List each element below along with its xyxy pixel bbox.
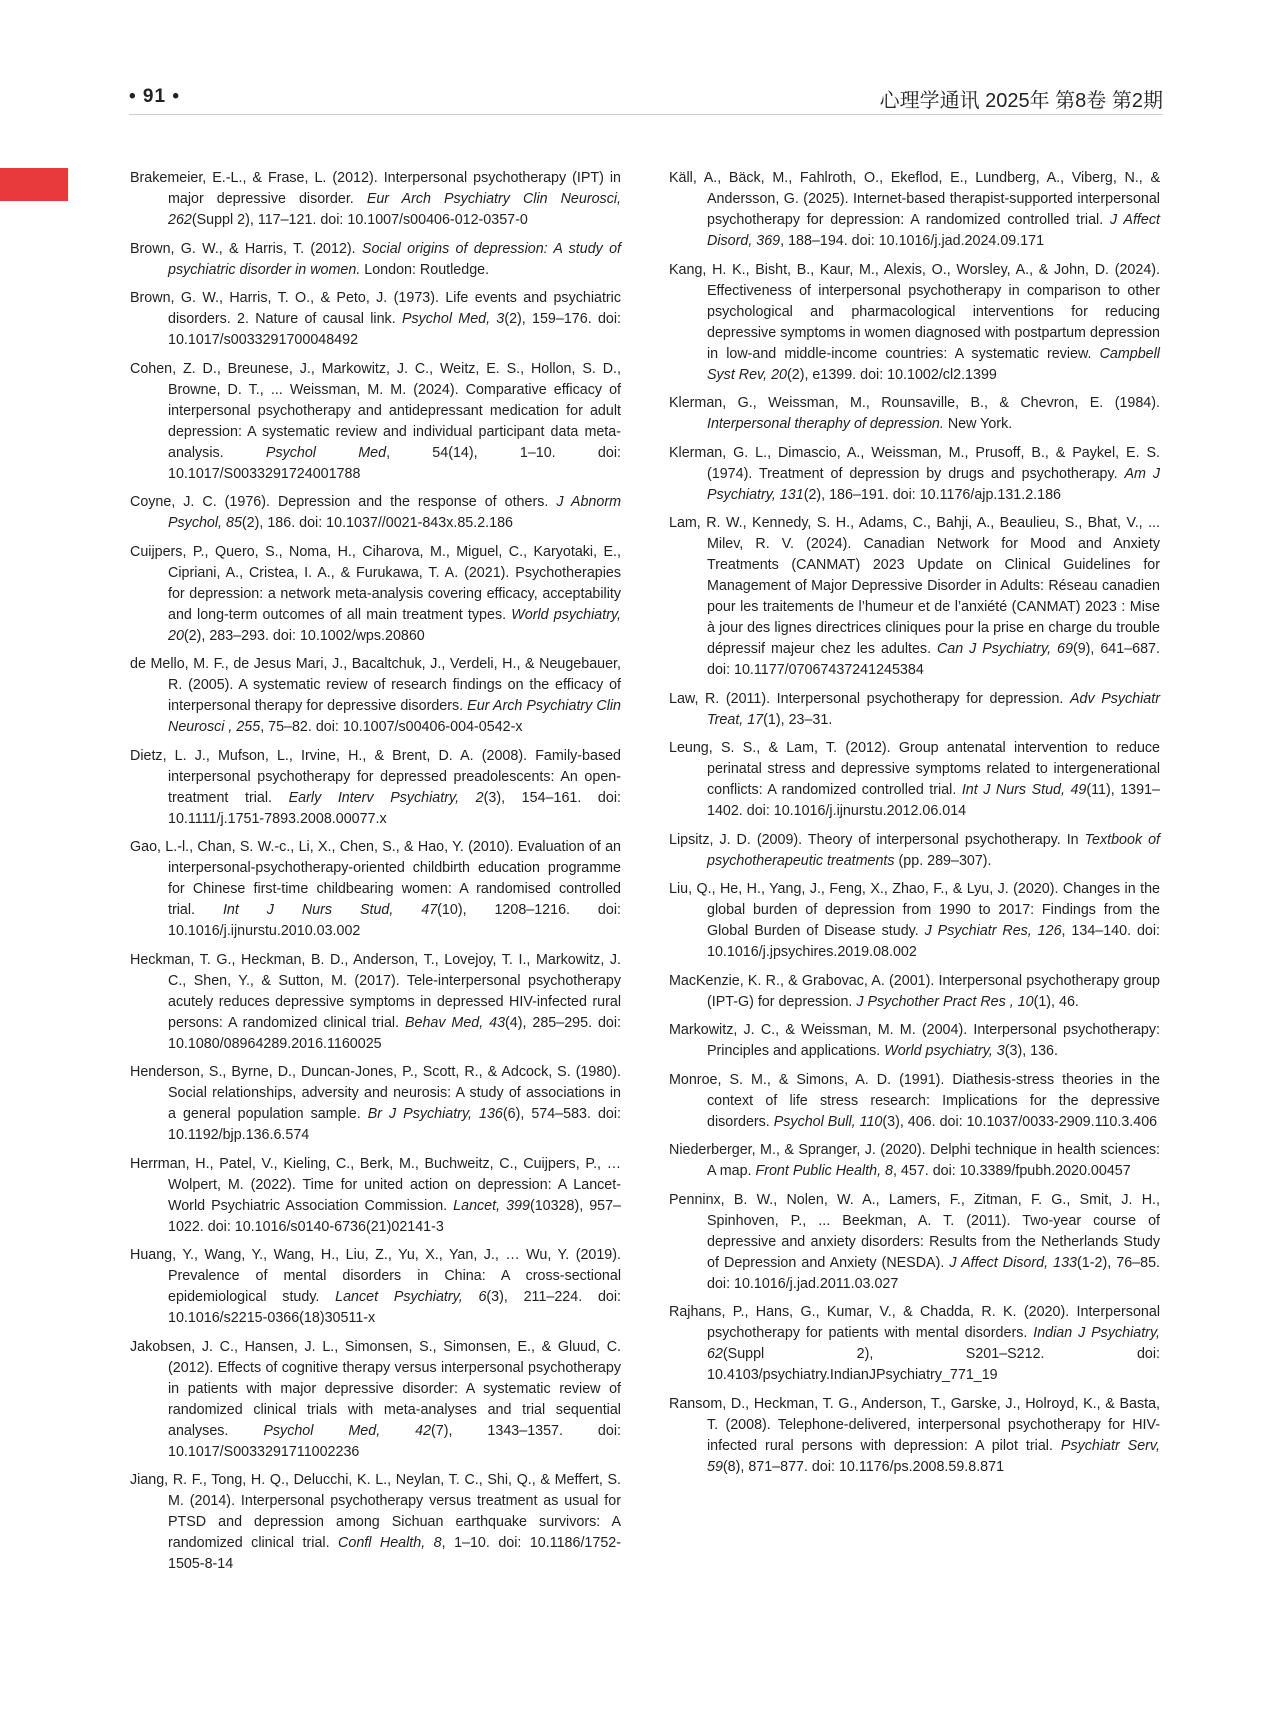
reference-text: Markowitz, J. C., & Weissman, M. M. (2004). Interpersonal psychotherapy: Principles and applications. (669, 1022, 1160, 1059)
reference-source: Int J Nurs Stud, 47 (222, 902, 438, 918)
reference-entry (130, 359, 621, 485)
reference-text: , 457. doi: 10.3389/fpubh.2020.00457 (892, 1163, 1131, 1179)
reference-text: , 134–140. doi: 10.1016/j.jpsychires.2019.08.002 (707, 923, 1161, 960)
reference-source: Early Interv Psychiatry, 2 (288, 789, 484, 806)
reference-text: Coyne, J. C. (1976). Depression and the response of others. (130, 494, 557, 510)
reference-source: Lancet Psychiatry, 6 (335, 1289, 487, 1305)
reference-text: Jiang, R. F., Tong, H. Q., Delucchi, K. L., Neylan, T. C., Shi, Q., & Meffert, S. M. (2014). Interpersonal psychotherapy versus treatment as usual for PTSD and depression among Sichuan earthquake survivors: A randomized clinical trial. (130, 1472, 621, 1551)
reference-entry (130, 837, 621, 942)
reference-text: (3), 154–161. doi: 10.1111/j.1751-7893.2008.00077.x (168, 789, 621, 827)
reference-source: Behav Med, 43 (404, 1014, 506, 1031)
reference-text: , 188–194. doi: 10.1016/j.jad.2024.09.171 (780, 233, 1045, 249)
reference-source: J Affect Disord, 133 (949, 1254, 1078, 1271)
reference-entry (130, 950, 621, 1055)
reference-text: Cuijpers, P., Quero, S., Noma, H., Ciharova, M., Miguel, C., Karyotaki, E., Cipriani, A., Cristea, I. A., & Furukawa, T. A. (2021). Psychotherapies for depression: a network meta-analysis covering efficacy, acceptability and long-term outcomes of all main treatment types. (130, 543, 621, 623)
reference-source: Eur Arch Psychiatry Clin Neurosci , 255 (168, 698, 621, 735)
reference-text: Law, R. (2011). Interpersonal psychotherapy for depression. (669, 690, 1070, 707)
reference-source: Front Public Health, 8 (755, 1163, 893, 1179)
reference-text: (2), 159–176. doi: 10.1017/s0033291700048492 (168, 311, 621, 348)
page-number: • 91 • (129, 86, 180, 107)
reference-text: MacKenzie, K. R., & Grabovac, A. (2001). Interpersonal psychotherapy group (IPT-G) for depression. (669, 972, 1160, 1010)
reference-source: Textbook of psychotherapeutic treatments (707, 831, 1160, 869)
reference-text: , 1–10. doi: 10.1186/1752-1505-8-14 (168, 1535, 621, 1572)
reference-source: Interpersonal theraphy of depression. (707, 416, 944, 432)
reference-text: (10), 1208–1216. doi: 10.1016/j.ijnurstu.2010.03.002 (168, 902, 621, 939)
reference-text: (3), 211–224. doi: 10.1016/s2215-0366(18)30511-x (168, 1289, 621, 1326)
reference-column-left (130, 168, 621, 1583)
journal-header: 心理学通讯 2025年 第8卷 第2期 (879, 90, 1163, 112)
reference-text: (10328), 957–1022. doi: 10.1016/s0140-6736(21)02141-3 (168, 1197, 621, 1235)
reference-text: London: Routledge. (360, 261, 490, 278)
reference-source: Can J Psychiatry, 69 (936, 641, 1073, 657)
reference-text: Liu, Q., He, H., Yang, J., Feng, X., Zhao, F., & Lyu, J. (2020). Changes in the global burden of depression from 1990 to 2017: Findings from the Global Burden of Disease study. (669, 881, 1160, 939)
reference-entry (130, 168, 621, 231)
reference-entry (669, 1070, 1160, 1133)
reference-source: J Abnorm Psychol, 85 (168, 494, 621, 531)
reference-entry (130, 492, 621, 534)
reference-source: J Psychiatr Res, 126 (924, 923, 1062, 939)
reference-source: Int J Nurs Stud, 49 (961, 782, 1087, 798)
reference-text: Klerman, G., Weissman, M., Rounsaville, B., & Chevron, E. (1984). (669, 395, 1160, 411)
reference-text: (pp. 289–307). (894, 852, 992, 869)
reference-entry (130, 654, 621, 738)
reference-entry (669, 879, 1160, 963)
reference-text: Ransom, D., Heckman, T. G., Anderson, T., Garske, J., Holroyd, K., & Basta, T. (2008). Telephone-delivered, interpersonal psychotherapy for HIV-infected rural persons with depression: A pilot trial. (669, 1395, 1160, 1454)
reference-text: Klerman, G. L., Dimascio, A., Weissman, M., Prusoff, B., & Paykel, E. S. (1974). Treatment of depression by drugs and psychotherapy. (669, 444, 1160, 482)
reference-text: (11), 1391–1402. doi: 10.1016/j.ijnurstu.2012.06.014 (707, 782, 1160, 819)
reference-entry (130, 746, 621, 830)
reference-text: (2), 283–293. doi: 10.1002/wps.20860 (183, 627, 425, 644)
reference-text: (8), 871–877. doi: 10.1176/ps.2008.59.8.871 (722, 1458, 1005, 1475)
reference-source: Psychol Med, 3 (401, 311, 505, 327)
reference-text: Lam, R. W., Kennedy, S. H., Adams, C., Bahji, A., Beaulieu, S., Bhat, V., ... Milev, R. V. (2024). Canadian Network for Mood and Anxiety Treatments (CANMAT) 2023 Update on Clinical Guidelines for Management of Major Depressive Disorder in Adults: Réseau canadien pour les traitements de l’humeur et de l’anxiété (CANMAT) 2023 : Mise à jour des lignes directrices cliniques pour la prise en charge du trouble dépressif majeur chez les adultes. (669, 515, 1160, 657)
reference-entry (669, 1394, 1160, 1478)
reference-text: de Mello, M. F., de Jesus Mari, J., Bacaltchuk, J., Verdeli, H., & Neugebauer, R. (2005). A systematic review of research findings on the efficacy of interpersonal therapy for depressive disorders. (130, 656, 621, 714)
reference-text: Herrman, H., Patel, V., Kieling, C., Berk, M., Buchweitz, C., Cuijpers, P., … Wolpert, M. (2022). Time for united action on depression: A Lancet-World Psychiatric Association Commission. (130, 1155, 621, 1214)
reference-text: Heckman, T. G., Heckman, B. D., Anderson, T., Lovejoy, T. I., Markowitz, J. C., Shen, Y., & Sutton, M. (2017). Tele-interpersonal psychotherapy acutely reduces depressive symptoms in depressed HIV-infected rural persons: A randomized clinical trial. (130, 951, 621, 1031)
reference-source: Psychol Med, 42 (263, 1422, 432, 1439)
reference-source: World psychiatry, 3 (884, 1043, 1005, 1059)
reference-text: Rajhans, P., Hans, G., Kumar, V., & Chadda, R. K. (2020). Interpersonal psychotherapy for patients with mental disorders. (669, 1304, 1160, 1341)
reference-source: Br J Psychiatry, 136 (367, 1106, 503, 1122)
reference-entry (669, 971, 1160, 1013)
reference-entry (130, 1062, 621, 1146)
reference-text: Brown, G. W., Harris, T. O., & Peto, J. (1973). Life events and psychiatric disorders. 2. Nature of causal link. (130, 290, 621, 327)
reference-entry (130, 239, 621, 281)
reference-text: Penninx, B. W., Nolen, W. A., Lamers, F., Zitman, F. G., Smit, J. H., Spinhoven, P., ... Beekman, A. T. (2011). Two-year course of depressive and anxiety disorders: Results from the Netherlands Study of Depression and Anxiety (NESDA). (669, 1191, 1160, 1271)
side-tab-marker (0, 168, 68, 201)
reference-text: Brown, G. W., & Harris, T. (2012). (130, 240, 362, 257)
reference-text: (Suppl 2), 117–121. doi: 10.1007/s00406-012-0357-0 (191, 212, 528, 228)
reference-text: (6), 574–583. doi: 10.1192/bjp.136.6.574 (168, 1106, 622, 1143)
header-rule (129, 114, 1163, 115)
reference-text: (7), 1343–1357. doi: 10.1017/S0033291711002236 (168, 1422, 621, 1460)
reference-source: Psychiatr Serv, 59 (707, 1437, 1160, 1475)
reference-entry (669, 443, 1160, 506)
reference-entry (130, 1245, 621, 1329)
reference-text: Niederberger, M., & Spranger, J. (2020). Delphi technique in health sciences: A map. (669, 1142, 1160, 1179)
reference-text: (4), 285–295. doi: 10.1080/08964289.2016.1160025 (168, 1014, 622, 1052)
reference-source: Adv Psychiatr Treat, 17 (707, 690, 1160, 728)
reference-text: Käll, A., Bäck, M., Fahlroth, O., Ekeflod, E., Lundberg, A., Viberg, N., & Andersson, G. (2025). Internet-based therapist-supported interpersonal psychotherapy for depression: A randomized controlled trial. (669, 170, 1160, 228)
reference-column-right (669, 168, 1160, 1485)
reference-entry (669, 1302, 1160, 1386)
reference-entry (669, 260, 1160, 386)
reference-text: Cohen, Z. D., Breunese, J., Markowitz, J. C., Weitz, E. S., Hollon, S. D., Browne, D. T., ... Weissman, M. M. (2024). Comparative efficacy of interpersonal psychotherapy and antidepressant medication for adult depression: A systematic review and individual participant data meta-analysis. (130, 360, 621, 461)
reference-entry (669, 168, 1160, 252)
reference-text: (1), 23–31. (763, 711, 833, 728)
reference-text: Henderson, S., Byrne, D., Duncan-Jones, P., Scott, R., & Adcock, S. (1980). Social relationships, adversity and neurosis: A study of associations in a general population sample. (130, 1064, 621, 1122)
reference-text: , 75–82. doi: 10.1007/s00406-004-0542-x (260, 719, 523, 735)
reference-entry (669, 1190, 1160, 1295)
reference-text: , 54(14), 1–10. doi: 10.1017/S0033291724001788 (168, 444, 621, 482)
reference-entry (669, 393, 1160, 435)
reference-entry (669, 513, 1160, 681)
reference-source: Campbell Syst Rev, 20 (707, 345, 1160, 383)
reference-text: Brakemeier, E.-L., & Frase, L. (2012). Interpersonal psychotherapy (IPT) in major depressive disorder. (130, 170, 621, 207)
reference-source: Am J Psychiatry, 131 (707, 465, 1160, 503)
reference-text: (2), 186–191. doi: 10.1176/ajp.131.2.186 (803, 486, 1061, 503)
reference-text: Gao, L.-l., Chan, S. W.-c., Li, X., Chen, S., & Hao, Y. (2010). Evaluation of an interpersonal-psychotherapy-oriented childbirth education programme for Chinese first-time childbearing women: A randomised controlled trial. (130, 839, 621, 918)
reference-text: Kang, H. K., Bisht, B., Kaur, M., Alexis, O., Worsley, A., & John, D. (2024). Effectiveness of interpersonal psychotherapy in comparison to other psychological and pharmacological interventions for reducing depressive symptoms in women diagnosed with postpartum depression in low-and middle-income countries: A systematic review. (669, 261, 1160, 362)
reference-entry (669, 738, 1160, 822)
reference-entry (130, 1470, 621, 1575)
reference-source: Psychol Med (265, 444, 387, 461)
reference-text: (2), 186. doi: 10.1037//0021-843x.85.2.186 (241, 515, 513, 531)
reference-text: New York. (943, 416, 1013, 432)
reference-entry (130, 288, 621, 351)
reference-text: (1-2), 76–85. doi: 10.1016/j.jad.2011.03.027 (707, 1254, 1160, 1292)
reference-entry (130, 542, 621, 647)
reference-entry (669, 1020, 1160, 1062)
reference-entry (669, 689, 1160, 731)
reference-entry (130, 1337, 621, 1463)
reference-text: (2), e1399. doi: 10.1002/cl2.1399 (787, 366, 997, 383)
reference-source: J Affect Disord, 369 (707, 212, 1160, 249)
reference-source: Eur Arch Psychiatry Clin Neurosci, 262 (168, 191, 621, 228)
reference-text: (3), 136. (1004, 1043, 1058, 1059)
reference-text: Leung, S. S., & Lam, T. (2012). Group antenatal intervention to reduce perinatal stress and depressive symptoms related to intergenerational conflicts: A randomized controlled trial. (669, 740, 1160, 798)
reference-source: Confl Health, 8 (338, 1535, 442, 1551)
reference-text: (Suppl 2), S201–S212. doi: 10.4103/psychiatry.IndianJPsychiatry_771_19 (707, 1346, 1160, 1383)
reference-text: Monroe, S. M., & Simons, A. D. (1991). Diathesis-stress theories in the context of life stress research: Implications for the depressive disorders. (669, 1071, 1160, 1130)
reference-entry (669, 1140, 1160, 1182)
reference-source: Lancet, 399 (453, 1197, 530, 1214)
reference-text: Huang, Y., Wang, Y., Wang, H., Liu, Z., Yu, X., Yan, J., … Wu, Y. (2019). Prevalence of mental disorders in China: A cross-sectional epidemiological study. (130, 1247, 621, 1305)
reference-source: J Psychother Pract Res , 10 (856, 993, 1034, 1010)
reference-entry (669, 830, 1160, 872)
reference-text: Lipsitz, J. D. (2009). Theory of interpersonal psychotherapy. In (669, 831, 1085, 848)
reference-text: Jakobsen, J. C., Hansen, J. L., Simonsen, S., Simonsen, E., & Gluud, C. (2012). Effects of cognitive therapy versus interpersonal psychotherapy in patients with major depressive disorder: A systematic review of randomized clinical trials with meta-analyses and trial sequential analyses. (130, 1338, 621, 1439)
reference-entry (130, 1154, 621, 1238)
reference-text: (1), 46. (1033, 993, 1079, 1010)
reference-source: Indian J Psychiatry, 62 (707, 1325, 1161, 1362)
reference-text: (3), 406. doi: 10.1037/0033-2909.110.3.406 (882, 1113, 1158, 1130)
reference-source: World psychiatry, 20 (168, 606, 622, 644)
reference-source: Social origins of depression: A study of psychiatric disorder in women. (168, 240, 621, 278)
reference-text: (9), 641–687. doi: 10.1177/07067437241245384 (707, 641, 1160, 678)
reference-source: Psychol Bull, 110 (773, 1113, 883, 1130)
reference-text: Dietz, L. J., Mufson, L., Irvine, H., & Brent, D. A. (2008). Family-based interpersonal psychotherapy for depressed preadolescents: An open-treatment trial. (130, 747, 621, 806)
